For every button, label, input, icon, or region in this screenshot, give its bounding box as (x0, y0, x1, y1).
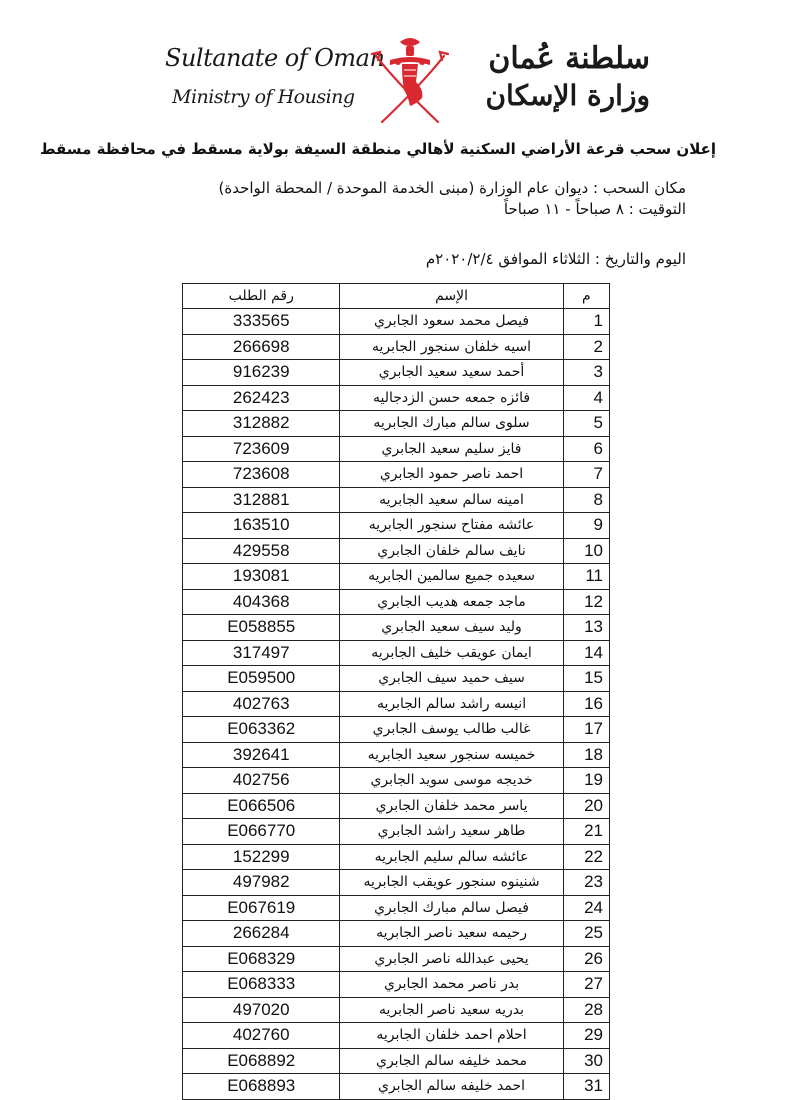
header-application-number: رقم الطلب (183, 284, 340, 309)
serial-number-cell: 4 (563, 385, 609, 411)
application-number-cell: E068329 (183, 946, 340, 972)
applicant-name-cell: عائشه سالم سليم الجابريه (340, 844, 563, 870)
applicant-name-cell: رحيمه سعيد ناصر الجابريه (340, 921, 563, 947)
application-number-cell: 497982 (183, 870, 340, 896)
applicant-name-cell: فيصل سالم مبارك الجابري (340, 895, 563, 921)
draw-location: مكان السحب : ديوان عام الوزارة (مبنى الخدمة الموحدة / المحطة الواحدة) (218, 179, 686, 197)
application-number-cell: 392641 (183, 742, 340, 768)
application-number-cell: 266284 (183, 921, 340, 947)
serial-number-cell: 21 (563, 819, 609, 845)
applicant-name-cell: شنينوه سنجور عويقب الجابريه (340, 870, 563, 896)
serial-number-cell: 18 (563, 742, 609, 768)
applicant-name-cell: بدريه سعيد ناصر الجابريه (340, 997, 563, 1023)
serial-number-cell: 17 (563, 717, 609, 743)
table-row (183, 360, 610, 386)
applicant-name-cell: احمد خليفه سالم الجابري (340, 1074, 563, 1100)
application-number-cell: 312881 (183, 487, 340, 513)
oman-khanjar-emblem-icon (368, 34, 452, 126)
serial-number-cell: 31 (563, 1074, 609, 1100)
application-number-cell: E066770 (183, 819, 340, 845)
application-number-cell: 152299 (183, 844, 340, 870)
table-row (183, 462, 610, 488)
application-number-cell: E059500 (183, 666, 340, 692)
application-number-cell: 429558 (183, 538, 340, 564)
applicant-name-cell: امينه سالم سعيد الجابريه (340, 487, 563, 513)
serial-number-cell: 1 (563, 309, 609, 335)
country-name-en: Sultanate of Oman (165, 44, 385, 72)
table-row (183, 487, 610, 513)
serial-number-cell: 5 (563, 411, 609, 437)
table-header-row (183, 284, 610, 309)
serial-number-cell: 23 (563, 870, 609, 896)
draw-date: اليوم والتاريخ : الثلاثاء الموافق ٢٠٢٠/٢/٤م (425, 250, 686, 268)
serial-number-cell: 9 (563, 513, 609, 539)
application-number-cell: 317497 (183, 640, 340, 666)
serial-number-cell: 12 (563, 589, 609, 615)
application-number-cell: E068333 (183, 972, 340, 998)
table-row (183, 946, 610, 972)
applicant-name-cell: احلام احمد خلفان الجابريه (340, 1023, 563, 1049)
table-row (183, 1074, 610, 1100)
table-row (183, 538, 610, 564)
application-number-cell: 402756 (183, 768, 340, 794)
table-row (183, 1023, 610, 1049)
table-row (183, 640, 610, 666)
table-row (183, 972, 610, 998)
application-number-cell: E068893 (183, 1074, 340, 1100)
table-row (183, 1048, 610, 1074)
applicant-name-cell: سعيده جميع سالمين الجابريه (340, 564, 563, 590)
applicant-name-cell: احمد ناصر حمود الجابري (340, 462, 563, 488)
serial-number-cell: 14 (563, 640, 609, 666)
arabic-letterhead (485, 40, 650, 114)
serial-number-cell: 30 (563, 1048, 609, 1074)
serial-number-cell: 22 (563, 844, 609, 870)
table-row (183, 742, 610, 768)
serial-number-cell: 10 (563, 538, 609, 564)
applicant-name-cell: أحمد سعيد سعيد الجابري (340, 360, 563, 386)
application-number-cell: 916239 (183, 360, 340, 386)
serial-number-cell: 20 (563, 793, 609, 819)
draw-time: التوقيت : ٨ صباحاً - ١١ صباحاً (503, 200, 686, 218)
applicant-name-cell: سلوى سالم مبارك الجابريه (340, 411, 563, 437)
application-number-cell: 402760 (183, 1023, 340, 1049)
applicant-name-cell: طاهر سعيد راشد الجابري (340, 819, 563, 845)
application-number-cell: E067619 (183, 895, 340, 921)
application-number-cell: 404368 (183, 589, 340, 615)
applicant-name-cell: فائزه جمعه حسن الزدجاليه (340, 385, 563, 411)
applicant-name-cell: بدر ناصر محمد الجابري (340, 972, 563, 998)
table-row (183, 768, 610, 794)
serial-number-cell: 8 (563, 487, 609, 513)
application-number-cell: 262423 (183, 385, 340, 411)
serial-number-cell: 15 (563, 666, 609, 692)
applicant-name-cell: خميسه سنجور سعيد الجابريه (340, 742, 563, 768)
application-number-cell: 333565 (183, 309, 340, 335)
applicant-name-cell: يحيى عبدالله ناصر الجابري (340, 946, 563, 972)
serial-number-cell: 3 (563, 360, 609, 386)
table-row (183, 589, 610, 615)
table-row (183, 844, 610, 870)
table-row (183, 309, 610, 335)
table-row (183, 666, 610, 692)
applicant-name-cell: فيصل محمد سعود الجابري (340, 309, 563, 335)
table-row (183, 895, 610, 921)
serial-number-cell: 19 (563, 768, 609, 794)
serial-number-cell: 27 (563, 972, 609, 998)
applicant-name-cell: فايز سليم سعيد الجابري (340, 436, 563, 462)
application-number-cell: 163510 (183, 513, 340, 539)
applicant-name-cell: ايمان عويقب خليف الجابريه (340, 640, 563, 666)
applicant-name-cell: خديجه موسى سويد الجابري (340, 768, 563, 794)
table-row (183, 334, 610, 360)
application-number-cell: 312882 (183, 411, 340, 437)
applicant-name-cell: محمد خليفه سالم الجابري (340, 1048, 563, 1074)
table-row (183, 870, 610, 896)
table-row (183, 564, 610, 590)
application-number-cell: 497020 (183, 997, 340, 1023)
announcement-title: إعلان سحب قرعة الأراضي السكنية لأهالي منطقة السيفة بولاية مسقط في محافظة مسقط (39, 140, 716, 158)
serial-number-cell: 6 (563, 436, 609, 462)
serial-number-cell: 16 (563, 691, 609, 717)
serial-number-cell: 24 (563, 895, 609, 921)
serial-number-cell: 7 (563, 462, 609, 488)
letterhead (0, 30, 800, 130)
applicant-name-cell: سيف حميد سيف الجابري (340, 666, 563, 692)
ministry-name-en: Ministry of Housing (172, 86, 355, 108)
table-row (183, 921, 610, 947)
serial-number-cell: 26 (563, 946, 609, 972)
application-number-cell: E058855 (183, 615, 340, 641)
table-row (183, 385, 610, 411)
table-row (183, 436, 610, 462)
application-number-cell: 193081 (183, 564, 340, 590)
application-number-cell: E068892 (183, 1048, 340, 1074)
applicant-name-cell: عائشه مفتاح سنجور الجابريه (340, 513, 563, 539)
serial-number-cell: 25 (563, 921, 609, 947)
application-number-cell: 266698 (183, 334, 340, 360)
application-number-cell: 723609 (183, 436, 340, 462)
applicant-name-cell: ماجد جمعه هديب الجابري (340, 589, 563, 615)
table-row (183, 513, 610, 539)
applicant-name-cell: انيسه راشد سالم الجابريه (340, 691, 563, 717)
applicant-name-cell: وليد سيف سعيد الجابري (340, 615, 563, 641)
serial-number-cell: 29 (563, 1023, 609, 1049)
serial-number-cell: 2 (563, 334, 609, 360)
applicant-name-cell: نايف سالم خلفان الجابري (340, 538, 563, 564)
table-row (183, 819, 610, 845)
header-name: الإسم (340, 284, 563, 309)
table-row (183, 717, 610, 743)
serial-number-cell: 13 (563, 615, 609, 641)
table-row (183, 411, 610, 437)
serial-number-cell: 28 (563, 997, 609, 1023)
header-serial: م (563, 284, 609, 309)
applicant-name-cell: ياسر محمد خلفان الجابري (340, 793, 563, 819)
ministry-name-ar: وزارة الإسكان (485, 79, 650, 112)
serial-number-cell: 11 (563, 564, 609, 590)
applicant-name-cell: اسيه خلفان سنجور الجابريه (340, 334, 563, 360)
country-name-ar: سلطنة عُمان (488, 41, 650, 76)
application-number-cell: E066506 (183, 793, 340, 819)
application-number-cell: 723608 (183, 462, 340, 488)
application-number-cell: 402763 (183, 691, 340, 717)
applicant-name-cell: غالب طالب يوسف الجابري (340, 717, 563, 743)
application-number-cell: E063362 (183, 717, 340, 743)
applicants-table (182, 283, 610, 1100)
table-row (183, 997, 610, 1023)
table-row (183, 615, 610, 641)
table-row (183, 793, 610, 819)
table-row (183, 691, 610, 717)
